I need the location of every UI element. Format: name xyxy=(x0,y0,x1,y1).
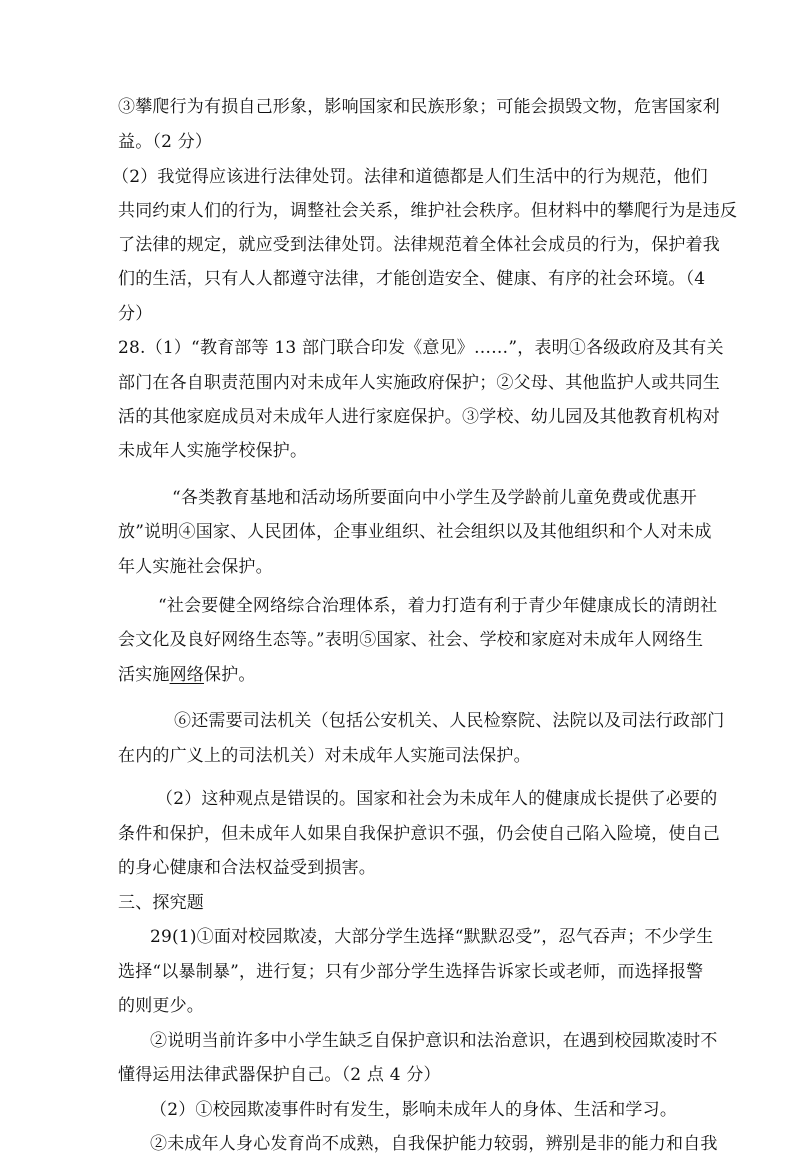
answer-line: ②未成年人身心发育尚不成熟，自我保护能力较弱，辨别是非的能力和自我 xyxy=(150,1134,718,1154)
answer-line: ②说明当前许多中小学生缺乏自保护意识和法治意识，在遇到校园欺凌时不 xyxy=(150,1031,718,1051)
answer-line: 了法律的规定，就应受到法律处罚。法律规范着全体社会成员的行为，保护着我 xyxy=(118,235,720,255)
text-segment: 活实施 xyxy=(118,665,170,685)
answer-line: 分） xyxy=(118,304,153,324)
answer-line: 活的其他家庭成员对未成年人进行家庭保护。③学校、幼儿园及其他教育机构对 xyxy=(118,407,720,427)
question-28-part-2: （2）这种观点是错误的。国家和社会为未成年人的健康成长提供了必要的 xyxy=(156,789,718,809)
answer-line: 年人实施社会保护。 xyxy=(118,557,273,577)
answer-line: ③攀爬行为有损自己形象，影响国家和民族形象；可能会损毁文物，危害国家利 xyxy=(118,97,720,117)
section-heading: 三、探究题 xyxy=(118,893,204,913)
answer-line: 共同约束人们的行为，调整社会关系，维护社会秩序。但材料中的攀爬行为是违反 xyxy=(118,201,738,221)
answer-line: 部门在各自职责范围内对未成年人实施政府保护；②父母、其他监护人或共同生 xyxy=(118,373,720,393)
answer-line: “各类教育基地和活动场所要面向中小学生及学龄前儿童免费或优惠开 xyxy=(172,488,697,508)
answer-line: 的则更少。 xyxy=(118,996,204,1016)
text-segment: 保护。 xyxy=(204,665,256,685)
answer-line: 选择“以暴制暴”，进行复；只有少部分学生选择告诉家长或老师，而选择报警 xyxy=(118,962,704,982)
answer-line: 们的生活，只有人人都遵守法律，才能创造安全、健康、有序的社会环境。（4 xyxy=(118,269,706,289)
underlined-text: 网络 xyxy=(169,665,205,685)
answer-line: 益。（2 分） xyxy=(118,132,213,152)
answer-line: （2）我觉得应该进行法律处罚。法律和道德都是人们生活中的行为规范，他们 xyxy=(112,167,708,187)
answer-line: 在内的广义上的司法机关）对未成年人实施司法保护。 xyxy=(118,746,531,766)
question-29-part-2: （2）①校园欺凌事件时有发生，影响未成年人的身体、生活和学习。 xyxy=(150,1100,678,1120)
answer-line: ⑥还需要司法机关（包括公安机关、人民检察院、法院以及司法行政部门 xyxy=(174,711,725,731)
answer-line: 放”说明④国家、人民团体，企事业组织、社会组织以及其他组织和个人对未成 xyxy=(118,522,712,542)
answer-line: 懂得运用法律武器保护自己。（2 点 4 分） xyxy=(118,1065,441,1085)
answer-line xyxy=(118,663,256,687)
answer-line: 会文化及良好网络生态等。”表明⑤国家、社会、学校和家庭对未成年人网络生 xyxy=(118,630,704,650)
answer-line: 未成年人实施学校保护。 xyxy=(118,441,308,461)
answer-line: 的身心健康和合法权益受到损害。 xyxy=(118,858,376,878)
answer-line: 条件和保护，但未成年人如果自我保护意识不强，仍会使自己陷入险境，使自己 xyxy=(118,824,720,844)
question-29-part-1: 29(1)①面对校园欺凌，大部分学生选择“默默忍受”，忍气吞声；不少学生 xyxy=(150,927,714,947)
answer-line: “社会要健全网络综合治理体系，着力打造有利于青少年健康成长的清朗社 xyxy=(158,596,718,616)
question-28-part-1: 28.（1）“教育部等 13 部门联合印发《意见》……”，表明①各级政府及其有关 xyxy=(118,338,724,358)
